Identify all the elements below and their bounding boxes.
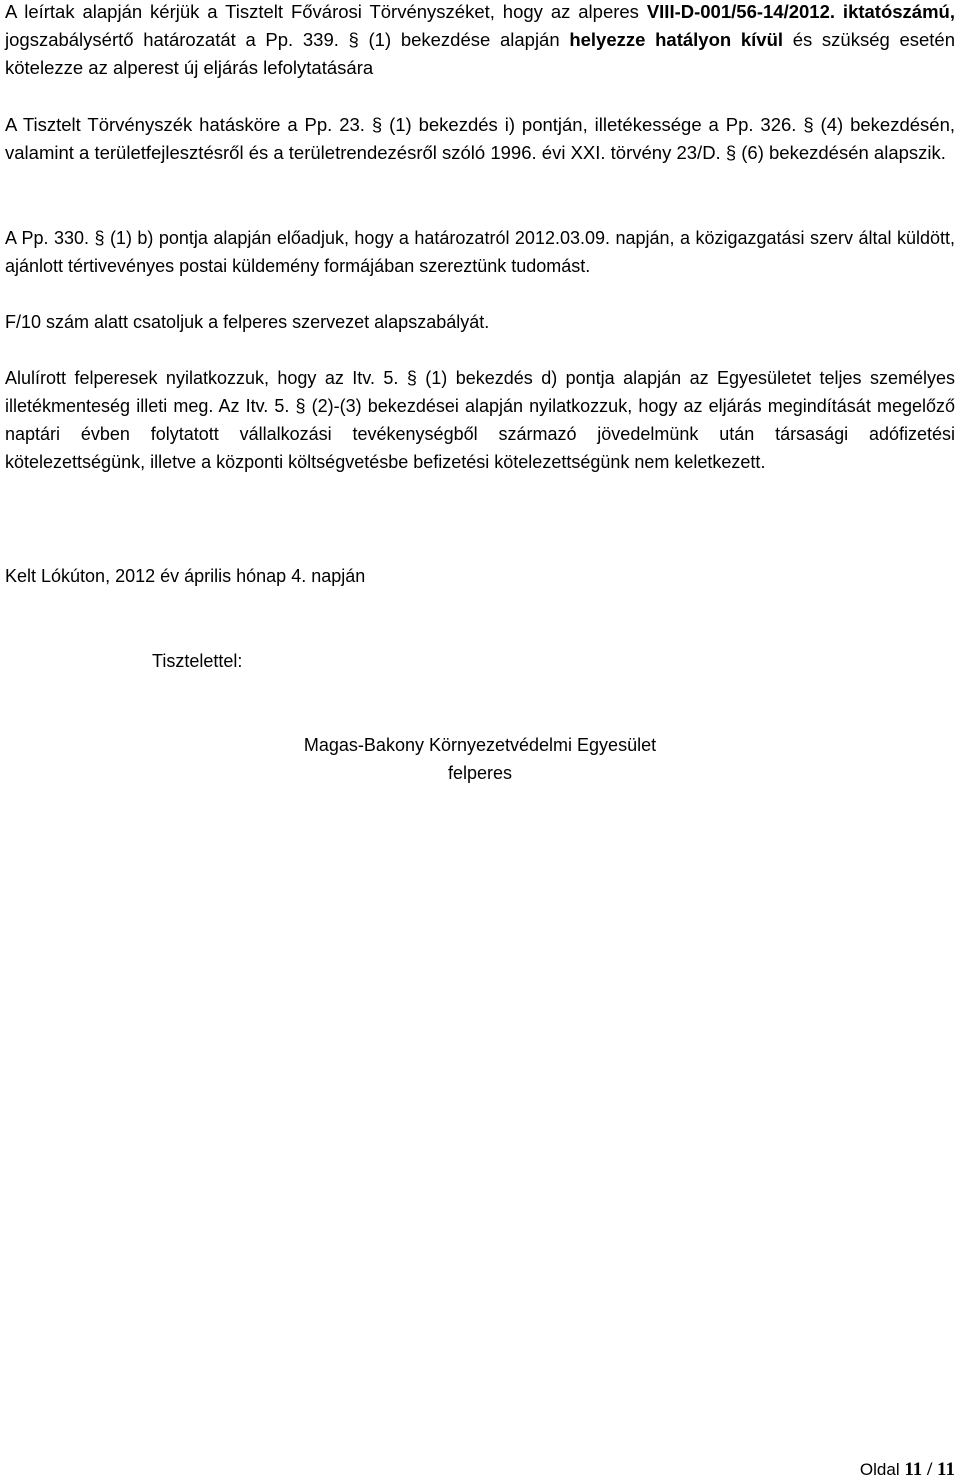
page-footer [860,1459,955,1481]
greeting: Tisztelettel: [152,651,243,671]
page-separator: / [927,1459,933,1480]
request-emphasis: helyezze hatályon kívül [569,29,784,50]
signature-organization: Magas-Bakony Környezetvédelmi Egyesület [303,735,657,755]
case-number: VIII-D-001/56-14/2012. iktatószámú, [646,1,955,22]
page-total: 11 [937,1459,955,1480]
page-current: 11 [904,1459,923,1480]
attachment-paragraph: F/10 szám alatt csatoljuk a felperes szervezet alapszabályát. [5,312,490,332]
signature-role: felperes [447,763,513,783]
page-label: Oldal [859,1460,900,1479]
request-text-2: jogszabálysértő határozatát a Pp. 339. § (1) bekezdése alapján [5,29,570,50]
request-paragraph [5,0,955,82]
notification-paragraph: A Pp. 330. § (1) b) pontja alapján előadjuk, hogy a határozatról 2012.03.09. napján, a közigazgatási szerv által küldött, ajánlott tértivevényes postai küldemény formájában szereztünk tudomást. [5,228,955,276]
jurisdiction-paragraph: A Tisztelt Törvényszék hatásköre a Pp. 23. § (1) bekezdés i) pontján, illetékessége a Pp. 326. § (4) bekezdésén, valamint a területfejlesztésről és a területrendezésről szóló 1996. évi XXI. törvény 23/D. § (6) bekezdésén alapszik. [5,114,955,163]
place-and-date: Kelt Lókúton, 2012 év április hónap 4. napján [5,566,366,586]
fee-exemption-paragraph: Alulírott felperesek nyilatkozzuk, hogy az Itv. 5. § (1) bekezdés d) pontja alapján az Egyesületet teljes személyes illetékmenteség illeti meg. Az Itv. 5. § (2)-(3) bekezdései alapján nyilatkozzuk, hogy az eljárás megindítását megelőző naptári évben folytatott vállalkozási tevékenységből származó jövedelmünk után társasági adófizetési kötelezettségünk, illetve a központi költségvetésbe befizetési kötelezettségünk nem keletkezett. [5,368,955,472]
request-text-1: A leírtak alapján kérjük a Tisztelt Fővárosi Törvényszéket, hogy az alperes [5,1,647,22]
request-text-3: és szükség esetén kötelezze az alperest új eljárás lefolytatására [5,29,955,78]
